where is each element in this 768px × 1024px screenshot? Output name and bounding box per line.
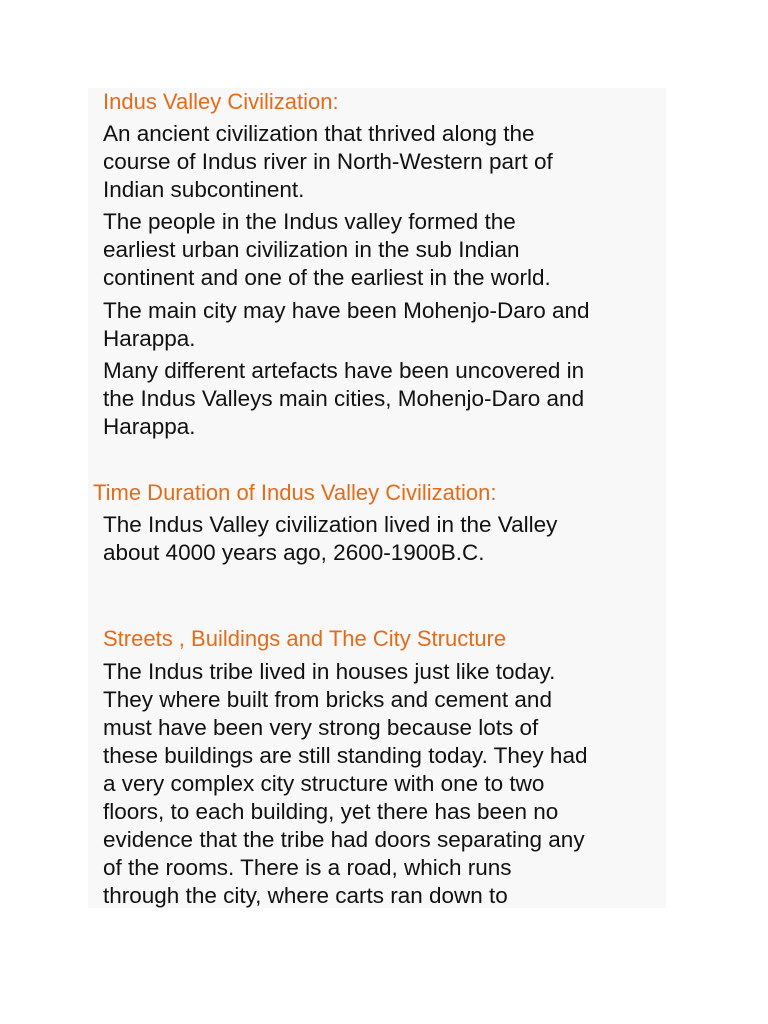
paragraph-earliest-urban: The people in the Indus valley formed the earliest urban civilization in the sub Indian continent and one of the earliest in the world. (103, 209, 551, 290)
paragraph-artefacts: Many different artefacts have been uncovered in the Indus Valleys main cities, Mohenjo-Daro and Harappa. (103, 358, 585, 439)
section-heading-streets-buildings: Streets , Buildings and The City Structure (103, 626, 507, 651)
paragraph-ancient-civilization: An ancient civilization that thrived along the course of Indus river in North-Western part of Indian subcontinent. (103, 121, 553, 202)
section-heading-indus-valley: Indus Valley Civilization: (103, 89, 339, 114)
paragraph-city-structure: The Indus tribe lived in houses just like today. They where built from bricks and cement and must have been very strong because lots of these buildings are still standing today. They had a very complex city structure with one to two floors, to each building, yet there has been no evidence that the tribe had doors separating any of the rooms. There is a road, which runs through the city, where carts ran down to (103, 659, 588, 908)
paragraph-time-duration: The Indus Valley civilization lived in the Valley about 4000 years ago, 2600-1900B.C. (103, 512, 558, 565)
section-heading-time-duration: Time Duration of Indus Valley Civilization: (93, 480, 497, 505)
paragraph-main-city: The main city may have been Mohenjo-Daro and Harappa. (103, 298, 590, 351)
